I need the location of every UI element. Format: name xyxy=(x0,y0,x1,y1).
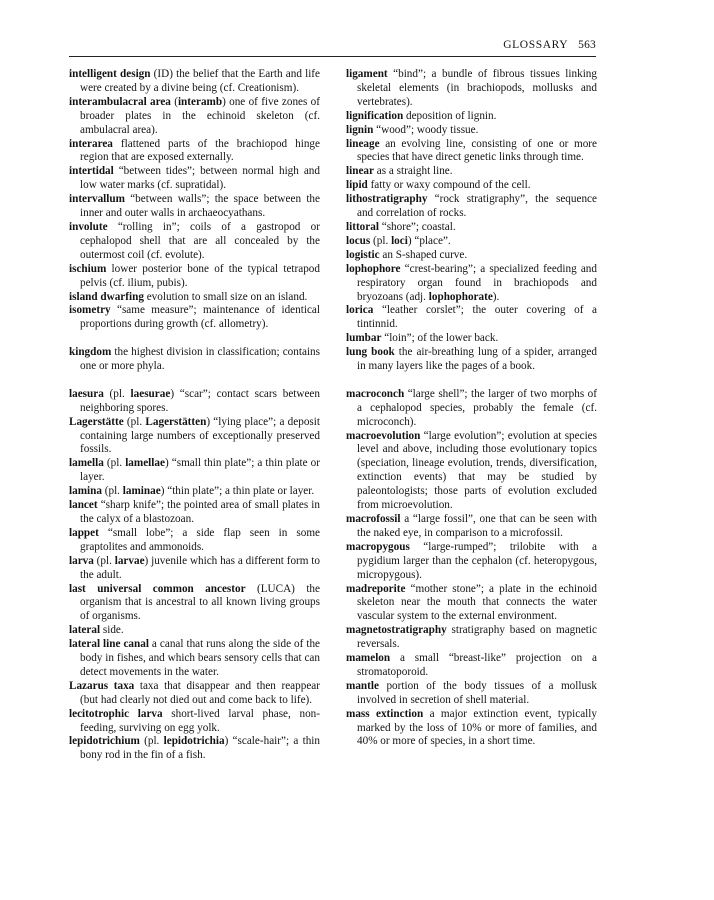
glossary-entry xyxy=(346,263,597,305)
glossary-definition: as a straight line. xyxy=(373,165,453,178)
glossary-term: lamina xyxy=(69,485,102,498)
glossary-entry xyxy=(346,110,597,124)
glossary-definition: portion of the body tissues of a mollusk involved in secretion of shell material. xyxy=(357,679,597,706)
glossary-term: lineage xyxy=(346,137,380,150)
glossary-term: lepidotrichium xyxy=(69,735,140,748)
glossary-entry xyxy=(346,430,597,513)
glossary-term: madreporite xyxy=(346,582,406,595)
glossary-term: lateral line canal xyxy=(69,638,149,651)
glossary-definition: deposition of lignin. xyxy=(403,109,497,122)
glossary-entry xyxy=(69,624,320,638)
glossary-definition: a small “breast-like” projection on a stromatoporoid. xyxy=(357,652,597,678)
glossary-definition: the air-breathing lung of a spider, arranged in many layers like the pages of a book. xyxy=(357,346,597,373)
glossary-entry xyxy=(69,485,320,499)
glossary-entry xyxy=(346,249,597,263)
glossary-definition: ) “small thin plate”; a thin plate or layer. xyxy=(80,457,321,484)
glossary-definition: an evolving line, consisting of one or more species that have direct genetic links through time. xyxy=(357,137,597,164)
glossary-term: ligament xyxy=(346,68,388,80)
glossary-entry xyxy=(346,332,597,346)
glossary-definition: fatty or waxy compound of the cell. xyxy=(367,179,531,192)
glossary-definition: “wood”; woody tissue. xyxy=(373,123,479,136)
glossary-definition: (pl. xyxy=(139,735,164,748)
glossary-term: involute xyxy=(69,220,108,233)
glossary-definition: (pl. xyxy=(103,457,126,470)
glossary-entry xyxy=(346,541,597,583)
glossary-definition: “between tides”; between normal high and low water marks (cf. supratidal). xyxy=(80,165,320,192)
glossary-term: lumbar xyxy=(346,332,382,345)
glossary-definition: (pl. xyxy=(93,554,115,567)
glossary-definition: “between walls”; the space between the inner and outer walls in archaeocyathans. xyxy=(80,193,320,220)
section-title: GLOSSARY xyxy=(503,39,569,51)
glossary-definition: lower posterior bone of the typical tetrapod pelvis (cf. ilium, pubis). xyxy=(80,262,320,289)
glossary-definition: ) juvenile which has a different form to the adult. xyxy=(80,554,320,581)
glossary-definition: “large-rumped”; trilobite with a pygidium larger than the cephalon (cf. heteropygous, micropygous). xyxy=(357,540,597,581)
glossary-definition: evolution to small size on an island. xyxy=(143,290,308,303)
glossary-term: interarea xyxy=(69,137,113,150)
glossary-entry xyxy=(346,346,597,374)
glossary-definition: “large evolution”; evolution at species level and above, including those evolutionary topics (speciation, lineage evolution, trends, diversification, extinction events) that may be studied by paleontologists; those parts of evolution excluded from microevolution. xyxy=(357,429,597,512)
glossary-entry xyxy=(346,708,597,750)
glossary-entry xyxy=(346,235,597,249)
glossary-term-variant: loci xyxy=(391,234,408,247)
glossary-definition: (pl. xyxy=(370,234,392,247)
glossary-term-variant: laminae xyxy=(122,485,161,498)
glossary-definition: ) “lying place”; a deposit containing large numbers of exceptionally preserved fossils. xyxy=(80,415,320,456)
glossary-definition: “bind”; a bundle of fibrous tissues linking skeletal elements (in brachiopods, mollusks and vertebrates). xyxy=(357,68,597,108)
glossary-entry xyxy=(69,138,320,166)
glossary-definition: an S-shaped curve. xyxy=(379,248,468,261)
glossary-definition: short-lived larval phase, non-feeding, surviving on egg yolk. xyxy=(80,707,320,734)
glossary-entry xyxy=(69,708,320,736)
glossary-entry xyxy=(346,221,597,235)
glossary-term: magnetostratigraphy xyxy=(346,624,447,637)
glossary-definition: side. xyxy=(100,624,124,637)
glossary-entry xyxy=(346,193,597,221)
glossary-definition: a major extinction event, typically marked by the loss of 10% or more of families, and 40% or more of species, in a short time. xyxy=(357,707,597,748)
running-header xyxy=(503,39,596,51)
glossary-entry xyxy=(346,388,597,430)
glossary-entry xyxy=(69,304,320,332)
glossary-entry xyxy=(346,68,597,110)
glossary-definition: ). xyxy=(492,290,500,303)
glossary-term: lung book xyxy=(346,346,395,359)
glossary-definition: “same measure”; maintenance of identical proportions during growth (cf. allometry). xyxy=(80,304,320,331)
glossary-entry xyxy=(69,388,320,416)
glossary-definition: ( xyxy=(170,95,178,108)
glossary-entry xyxy=(69,499,320,527)
glossary-left-column xyxy=(69,68,320,763)
glossary-definition: (pl. xyxy=(123,415,146,428)
glossary-definition: stratigraphy based on magnetic reversals. xyxy=(357,624,597,651)
glossary-term: lateral xyxy=(69,624,101,637)
glossary-term-variant: Lagerstätten xyxy=(145,415,207,428)
glossary-entry xyxy=(346,138,597,166)
glossary-term: lappet xyxy=(69,526,99,539)
glossary-definition: (pl. xyxy=(101,485,123,498)
page-number: 563 xyxy=(578,39,596,51)
glossary-entry xyxy=(346,652,597,680)
glossary-term: isometry xyxy=(69,304,111,317)
glossary-definition: “sharp knife”; the pointed area of small plates in the calyx of a blastozoan. xyxy=(80,499,320,525)
glossary-entry xyxy=(69,96,320,138)
glossary-term: locus xyxy=(346,234,371,247)
glossary-definition: “mother stone”; a plate in the echinoid skeleton near the mouth that connects the water vascular system to the external environment. xyxy=(357,582,597,623)
glossary-definition: “rock stratigraphy”, the sequence and correlation of rocks. xyxy=(357,193,597,220)
glossary-term-variant: lamellae xyxy=(125,457,165,470)
glossary-term: Lazarus taxa xyxy=(69,679,135,692)
glossary-definition: (ID) the belief that the Earth and life were created by a divine being (cf. Creationism). xyxy=(80,68,320,94)
glossary-definition: “small lobe”; a side flap seen in some graptolites and ammonoids. xyxy=(80,526,320,553)
glossary-entry xyxy=(346,304,597,332)
glossary-term: lignin xyxy=(346,123,374,136)
glossary-term: intertidal xyxy=(69,165,114,178)
glossary-entry xyxy=(69,346,320,374)
glossary-entry xyxy=(346,680,597,708)
glossary-term: intelligent design xyxy=(69,68,151,80)
glossary-term: lignification xyxy=(346,109,404,122)
glossary-definition: “shore”; coastal. xyxy=(378,220,456,233)
glossary-definition: ) “place”. xyxy=(407,234,451,247)
glossary-term: macroevolution xyxy=(346,429,421,442)
glossary-entry xyxy=(69,416,320,458)
header-rule xyxy=(69,56,596,57)
glossary-term: mamelon xyxy=(346,652,391,665)
glossary-term: linear xyxy=(346,165,374,178)
glossary-definition: (LUCA) the organism that is ancestral to all known living groups of organisms. xyxy=(80,582,320,623)
glossary-entry xyxy=(346,179,597,193)
glossary-term: mantle xyxy=(346,679,379,692)
glossary-term: lophophore xyxy=(346,262,401,275)
glossary-right-column xyxy=(346,68,597,749)
glossary-definition: “leather corslet”; the outer covering of a tintinnid. xyxy=(357,304,597,331)
glossary-term: interambulacral area xyxy=(69,95,171,108)
glossary-term: lipid xyxy=(346,179,368,192)
glossary-term: kingdom xyxy=(69,346,112,359)
glossary-entry xyxy=(69,680,320,708)
glossary-definition: ) “thin plate”; a thin plate or layer. xyxy=(160,485,315,498)
glossary-term: mass extinction xyxy=(346,707,424,720)
glossary-entry xyxy=(346,165,597,179)
glossary-entry xyxy=(69,165,320,193)
glossary-term: littoral xyxy=(346,220,379,233)
glossary-entry xyxy=(69,291,320,305)
glossary-term: intervallum xyxy=(69,193,125,206)
glossary-definition: “rolling in”; coils of a gastropod or cephalopod shell that are all concealed by the outermost coil (cf. evolute). xyxy=(80,220,320,261)
glossary-definition: “large shell”; the larger of two morphs of a cephalopod species, probably the female (cf. microconch). xyxy=(357,387,597,428)
glossary-entry xyxy=(346,583,597,625)
glossary-entry xyxy=(69,555,320,583)
glossary-term: lorica xyxy=(346,304,374,317)
glossary-definition: a canal that runs along the side of the body in fishes, and which bears sensory cells that can detect movements in the water. xyxy=(80,638,320,678)
glossary-term-variant: laesurae xyxy=(130,387,171,400)
glossary-entry xyxy=(69,193,320,221)
glossary-term: Lagerstätte xyxy=(69,415,124,428)
glossary-entry xyxy=(69,638,320,680)
glossary-entry xyxy=(346,124,597,138)
glossary-term-variant: interamb xyxy=(177,95,223,108)
glossary-definition: ) one of five zones of broader plates in the echinoid skeleton (cf. ambulacral area). xyxy=(80,95,320,136)
glossary-entry xyxy=(69,68,320,96)
glossary-term: laesura xyxy=(69,387,104,400)
glossary-entry xyxy=(69,735,320,763)
glossary-term-variant: larvae xyxy=(114,554,145,567)
glossary-term: lithostratigraphy xyxy=(346,193,428,206)
glossary-definition: the highest division in classification; contains one or more phyla. xyxy=(80,346,320,373)
glossary-term: ischium xyxy=(69,262,107,275)
glossary-definition: (pl. xyxy=(103,387,131,400)
glossary-definition: “loin”; of the lower back. xyxy=(381,332,499,345)
glossary-entry xyxy=(69,221,320,263)
glossary-term: last universal common ancestor xyxy=(69,582,246,595)
glossary-definition: ) “scar”; contact scars between neighboring spores. xyxy=(80,387,320,414)
glossary-term: macropygous xyxy=(346,540,410,553)
glossary-term-variant: lepidotrichia xyxy=(163,735,225,748)
glossary-definition: a “large fossil”, one that can be seen with the naked eye, in comparison to a microfossil. xyxy=(357,512,597,539)
glossary-term: lancet xyxy=(69,499,98,512)
glossary-entry xyxy=(69,583,320,625)
glossary-term: lecitotrophic larva xyxy=(69,707,163,720)
glossary-term-variant: lophophorate xyxy=(428,290,493,303)
glossary-term: island dwarfing xyxy=(69,290,144,303)
glossary-definition: taxa that disappear and then reappear (but had clearly not died out and come back to life). xyxy=(80,679,320,706)
glossary-entry xyxy=(346,624,597,652)
glossary-definition: flattened parts of the brachiopod hinge region that are exposed externally. xyxy=(80,137,320,164)
glossary-entry xyxy=(346,513,597,541)
glossary-definition: “crest-bearing”; a specialized feeding and respiratory organ found in brachiopods and bryozoans (adj. xyxy=(357,262,597,303)
glossary-term: larva xyxy=(69,554,94,567)
glossary-term: logistic xyxy=(346,248,380,261)
glossary-term: macrofossil xyxy=(346,512,401,525)
glossary-entry xyxy=(69,527,320,555)
glossary-definition: ) “scale-hair”; a thin bony rod in the fin of a fish. xyxy=(80,735,320,762)
glossary-term: lamella xyxy=(69,457,104,470)
glossary-entry xyxy=(69,263,320,291)
glossary-term: macroconch xyxy=(346,387,405,400)
glossary-entry xyxy=(69,457,320,485)
